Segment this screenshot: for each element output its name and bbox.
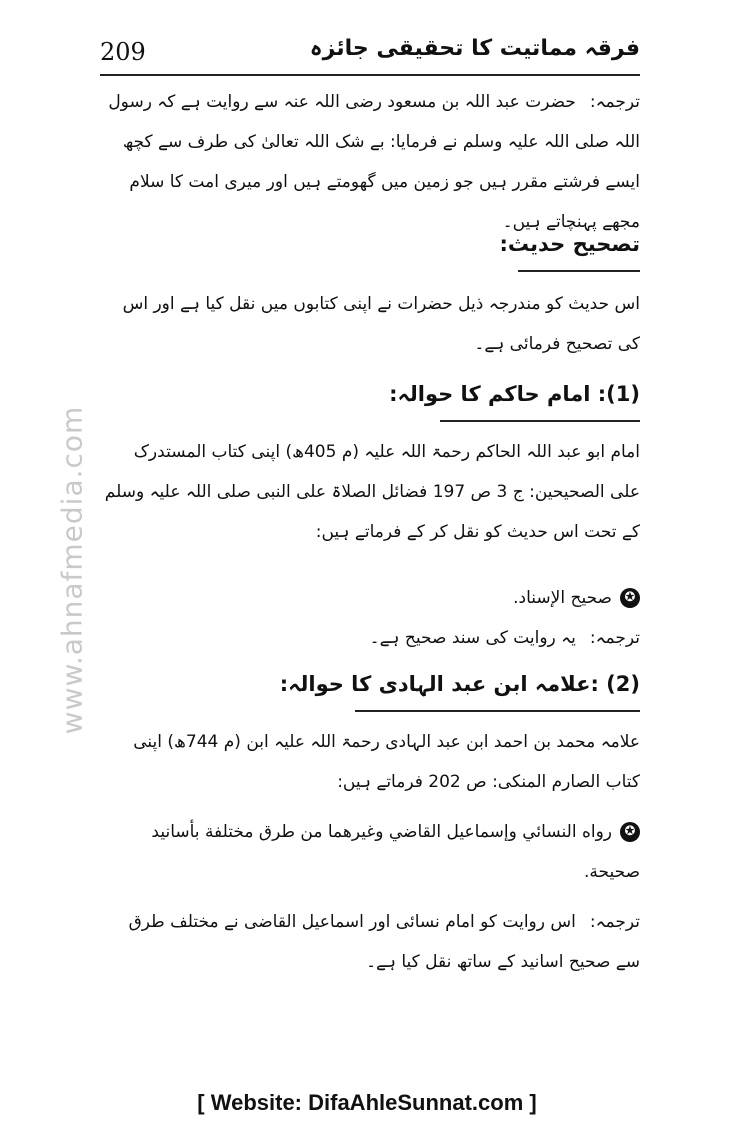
translation-1 (100, 618, 640, 658)
translation-label: ترجمہ: (589, 92, 640, 112)
translation-text: اس روایت کو امام نسائی اور اسماعیل القاضی نے مختلف طرق سے صحیح اسانید کے ساتھ نقل کیا ہے۔ (128, 912, 640, 972)
arabic-text: رواه النسائي وإسماعيل القاضي وغيرهما من طرق مختلفة بأسانيد صحيحة. (151, 822, 640, 882)
translation-label: ترجمہ: (589, 912, 640, 932)
page-header (100, 36, 640, 70)
arabic-quote-1 (100, 578, 640, 618)
paragraph-text: حضرت عبد اللہ بن مسعود رضی اللہ عنہ سے روایت ہے کہ رسول اللہ صلی اللہ علیہ وسلم نے فرمایا: بے شک اللہ تعالیٰ کی طرف سے کچھ ایسے فرشتے مقرر ہیں جو زمین میں گھومتے ہیں اور میری امت کا سلام مجھے پہنچاتے ہیں۔ (108, 92, 640, 232)
translation-label: ترجمہ: (589, 628, 640, 648)
paragraph-tashih: اس حدیث کو مندرجہ ذیل حضرات نے اپنی کتابوں میں نقل کیا ہے اور اس کی تصحیح فرمائی ہے۔ (122, 294, 640, 354)
arabic-text: صحیح الإسناد. (513, 588, 612, 608)
page-number: 209 (100, 38, 146, 66)
watermark-text: www.ahnafmedia.com (55, 405, 89, 735)
translation-text: یہ روایت کی سند صحیح ہے۔ (369, 628, 576, 648)
header-rule (100, 74, 640, 76)
star-bullet-icon: ✪ (620, 822, 640, 842)
section-heading-tashih: تصحیح حدیث: (499, 232, 640, 256)
paragraph-ibn-abdul-hadi: علامہ محمد بن احمد ابن عبد الہادی رحمۃ اللہ علیہ ابن (م 744ھ) اپنی کتاب الصارم المنکی: ص 202 فرماتے ہیں: (133, 732, 640, 792)
arabic-quote-2 (100, 812, 640, 892)
section-heading-ibn-abdul-hadi: (2) :علامہ ابن عبد الہادی کا حوالہ: (279, 672, 640, 696)
star-bullet-icon: ✪ (620, 588, 640, 608)
heading-underline (440, 420, 640, 422)
paragraph-translation-1 (100, 82, 640, 242)
section-heading-hakim: (1): امام حاکم کا حوالہ: (389, 382, 640, 406)
heading-underline (355, 710, 640, 712)
translation-2 (100, 902, 640, 982)
paragraph-hakim: امام ابو عبد اللہ الحاکم رحمۃ اللہ علیہ (م 405ھ) اپنی کتاب المستدرک علی الصحیحین: ج 3 ص 197 فضائل الصلاۃ علی النبی صلی اللہ علیہ وسلم کے تحت اس حدیث کو نقل کر کے فرماتے ہیں: (104, 442, 640, 542)
running-title: فرقہ مماتیت کا تحقیقی جائزہ (309, 36, 640, 61)
heading-underline (518, 270, 640, 272)
footer-website: [ Website: DifaAhleSunnat.com ] (197, 1090, 537, 1115)
